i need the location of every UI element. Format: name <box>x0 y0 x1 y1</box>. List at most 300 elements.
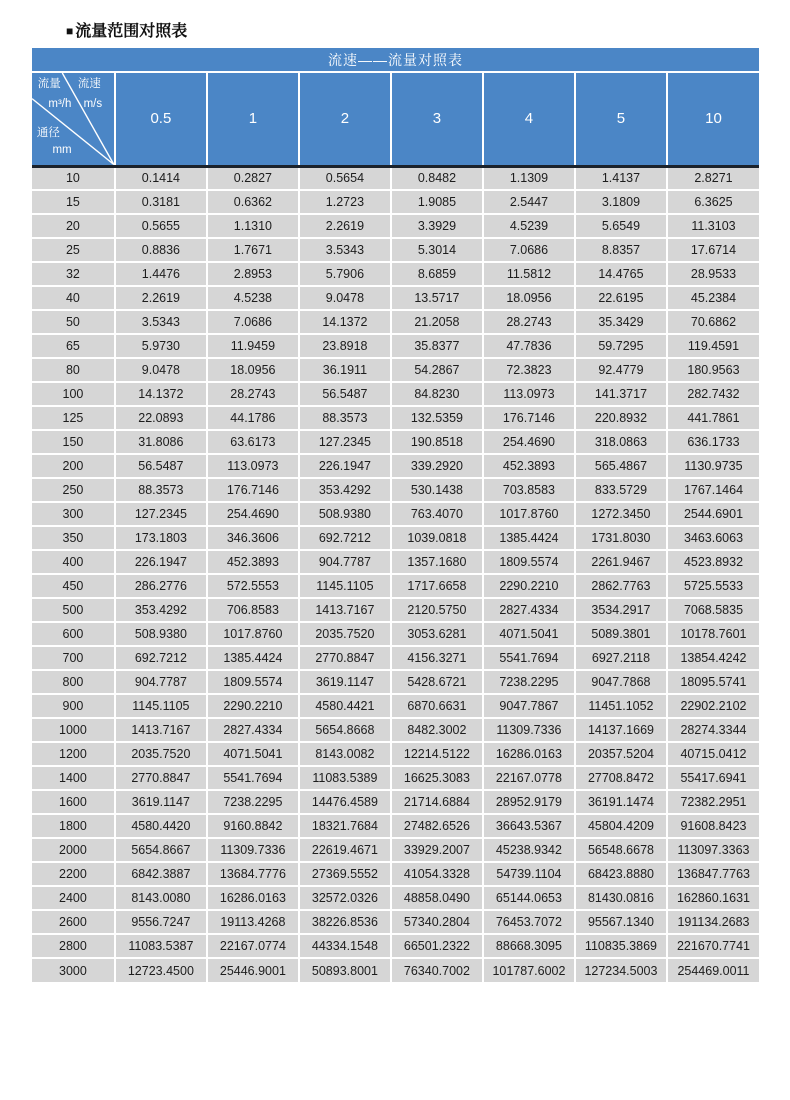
flow-value-cell: 92.4779 <box>575 358 667 382</box>
flow-value-cell: 3053.6281 <box>391 622 483 646</box>
flow-value-cell: 5654.8668 <box>299 718 391 742</box>
table-title: 流速——流量对照表 <box>32 48 759 72</box>
flow-table-wrap <box>32 48 759 982</box>
flow-value-cell: 1767.1464 <box>667 478 759 502</box>
flow-value-cell: 5725.5533 <box>667 574 759 598</box>
flow-value-cell: 44334.1548 <box>299 934 391 958</box>
flow-value-cell: 68423.8880 <box>575 862 667 886</box>
flow-value-cell: 84.8230 <box>391 382 483 406</box>
flow-value-cell: 11083.5389 <box>299 766 391 790</box>
flow-value-cell: 318.0863 <box>575 430 667 454</box>
flow-value-cell: 28.2743 <box>483 310 575 334</box>
flow-value-cell: 56.5487 <box>299 382 391 406</box>
table-row-dn-250 <box>32 478 759 502</box>
flow-value-cell: 25446.9001 <box>207 958 299 982</box>
flow-value-cell: 5541.7694 <box>207 766 299 790</box>
flow-value-cell: 7238.2295 <box>483 670 575 694</box>
flow-value-cell: 11.3103 <box>667 214 759 238</box>
flow-value-cell: 286.2776 <box>115 574 207 598</box>
flow-value-cell: 14.1372 <box>299 310 391 334</box>
flow-value-cell: 2827.4334 <box>483 598 575 622</box>
velocity-header-2: 2 <box>299 72 391 166</box>
flow-value-cell: 110835.3869 <box>575 934 667 958</box>
flow-value-cell: 1385.4424 <box>207 646 299 670</box>
flow-value-cell: 339.2920 <box>391 454 483 478</box>
flow-value-cell: 2.8271 <box>667 166 759 190</box>
flow-value-cell: 36643.5367 <box>483 814 575 838</box>
table-row-dn-2000 <box>32 838 759 862</box>
flow-value-cell: 20357.5204 <box>575 742 667 766</box>
square-bullet-icon: ■ <box>66 23 74 38</box>
table-title-row <box>32 48 759 72</box>
flow-value-cell: 7238.2295 <box>207 790 299 814</box>
flow-value-cell: 132.5359 <box>391 406 483 430</box>
corner-flow-unit: m³/h <box>48 97 72 110</box>
flow-value-cell: 1809.5574 <box>207 670 299 694</box>
flow-value-cell: 176.7146 <box>207 478 299 502</box>
flow-value-cell: 16625.3083 <box>391 766 483 790</box>
flow-value-cell: 3534.2917 <box>575 598 667 622</box>
table-row-dn-2800 <box>32 934 759 958</box>
flow-value-cell: 180.9563 <box>667 358 759 382</box>
flow-value-cell: 7068.5835 <box>667 598 759 622</box>
diameter-cell: 10 <box>32 166 115 190</box>
flow-value-cell: 27708.8472 <box>575 766 667 790</box>
table-row-dn-500 <box>32 598 759 622</box>
table-row-dn-125 <box>32 406 759 430</box>
flow-value-cell: 8.8357 <box>575 238 667 262</box>
corner-header-cell <box>32 72 115 166</box>
flow-value-cell: 9556.7247 <box>115 910 207 934</box>
flow-value-cell: 4.5239 <box>483 214 575 238</box>
flow-value-cell: 9.0478 <box>115 358 207 382</box>
flow-value-cell: 22.0893 <box>115 406 207 430</box>
flow-value-cell: 191134.2683 <box>667 910 759 934</box>
flow-value-cell: 2261.9467 <box>575 550 667 574</box>
flow-value-cell: 452.3893 <box>483 454 575 478</box>
table-row-dn-2600 <box>32 910 759 934</box>
flow-value-cell: 2770.8847 <box>115 766 207 790</box>
table-row-dn-40 <box>32 286 759 310</box>
flow-value-cell: 176.7146 <box>483 406 575 430</box>
diameter-cell: 500 <box>32 598 115 622</box>
table-row-dn-200 <box>32 454 759 478</box>
flow-value-cell: 254.4690 <box>483 430 575 454</box>
flow-value-cell: 3.1809 <box>575 190 667 214</box>
flow-value-cell: 1413.7167 <box>299 598 391 622</box>
diameter-cell: 2000 <box>32 838 115 862</box>
flow-value-cell: 221670.7741 <box>667 934 759 958</box>
table-row-dn-65 <box>32 334 759 358</box>
flow-value-cell: 692.7212 <box>115 646 207 670</box>
flow-value-cell: 45238.9342 <box>483 838 575 862</box>
flow-value-cell: 8143.0080 <box>115 886 207 910</box>
flow-value-cell: 101787.6002 <box>483 958 575 982</box>
flow-value-cell: 0.3181 <box>115 190 207 214</box>
diameter-cell: 900 <box>32 694 115 718</box>
flow-value-cell: 8482.3002 <box>391 718 483 742</box>
corner-diameter-label: 通径 <box>36 126 60 139</box>
flow-value-cell: 1717.6658 <box>391 574 483 598</box>
diameter-cell: 400 <box>32 550 115 574</box>
flow-value-cell: 27482.6526 <box>391 814 483 838</box>
flow-value-cell: 127234.5003 <box>575 958 667 982</box>
flow-value-cell: 16286.0163 <box>207 886 299 910</box>
flow-value-cell: 530.1438 <box>391 478 483 502</box>
flow-value-cell: 508.9380 <box>115 622 207 646</box>
diameter-cell: 1600 <box>32 790 115 814</box>
flow-value-cell: 1.4476 <box>115 262 207 286</box>
flow-value-cell: 353.4292 <box>115 598 207 622</box>
flow-value-cell: 63.6173 <box>207 430 299 454</box>
flow-value-cell: 1385.4424 <box>483 526 575 550</box>
flow-value-cell: 6.3625 <box>667 190 759 214</box>
flow-value-cell: 56.5487 <box>115 454 207 478</box>
flow-rate-table <box>32 48 759 982</box>
flow-value-cell: 692.7212 <box>299 526 391 550</box>
flow-value-cell: 76340.7002 <box>391 958 483 982</box>
flow-value-cell: 2290.2210 <box>483 574 575 598</box>
flow-value-cell: 18095.5741 <box>667 670 759 694</box>
table-row-dn-1200 <box>32 742 759 766</box>
flow-value-cell: 1.2723 <box>299 190 391 214</box>
flow-value-cell: 2290.2210 <box>207 694 299 718</box>
flow-value-cell: 47.7836 <box>483 334 575 358</box>
velocity-header-0.5: 0.5 <box>115 72 207 166</box>
flow-value-cell: 2544.6901 <box>667 502 759 526</box>
page-title-text: 流量范围对照表 <box>75 23 188 40</box>
page-title <box>66 18 187 41</box>
flow-value-cell: 6870.6631 <box>391 694 483 718</box>
flow-value-cell: 91608.8423 <box>667 814 759 838</box>
velocity-header-5: 5 <box>575 72 667 166</box>
flow-value-cell: 0.1414 <box>115 166 207 190</box>
flow-value-cell: 6927.2118 <box>575 646 667 670</box>
flow-value-cell: 3463.6063 <box>667 526 759 550</box>
corner-flow-label: 流量 <box>37 78 61 91</box>
diameter-cell: 150 <box>32 430 115 454</box>
flow-value-cell: 81430.0816 <box>575 886 667 910</box>
flow-value-cell: 28952.9179 <box>483 790 575 814</box>
flow-value-cell: 5541.7694 <box>483 646 575 670</box>
flow-value-cell: 9.0478 <box>299 286 391 310</box>
flow-value-cell: 1039.0818 <box>391 526 483 550</box>
flow-value-cell: 7.0686 <box>483 238 575 262</box>
flow-value-cell: 1.4137 <box>575 166 667 190</box>
table-row-dn-450 <box>32 574 759 598</box>
diameter-cell: 2400 <box>32 886 115 910</box>
diameter-cell: 1400 <box>32 766 115 790</box>
table-row-dn-1400 <box>32 766 759 790</box>
flow-value-cell: 6842.3887 <box>115 862 207 886</box>
diameter-cell: 1200 <box>32 742 115 766</box>
table-row-dn-400 <box>32 550 759 574</box>
flow-value-cell: 35.3429 <box>575 310 667 334</box>
flow-value-cell: 254.4690 <box>207 502 299 526</box>
flow-value-cell: 88.3573 <box>299 406 391 430</box>
table-row-dn-350 <box>32 526 759 550</box>
flow-value-cell: 14.1372 <box>115 382 207 406</box>
flow-value-cell: 4523.8932 <box>667 550 759 574</box>
table-row-dn-80 <box>32 358 759 382</box>
flow-value-cell: 21714.6884 <box>391 790 483 814</box>
flow-value-cell: 706.8583 <box>207 598 299 622</box>
flow-value-cell: 12723.4500 <box>115 958 207 982</box>
flow-value-cell: 1731.8030 <box>575 526 667 550</box>
flow-value-cell: 1809.5574 <box>483 550 575 574</box>
flow-value-cell: 54739.1104 <box>483 862 575 886</box>
flow-value-cell: 1130.9735 <box>667 454 759 478</box>
flow-value-cell: 3.5343 <box>299 238 391 262</box>
flow-value-cell: 16286.0163 <box>483 742 575 766</box>
flow-value-cell: 11.9459 <box>207 334 299 358</box>
flow-value-cell: 36.1911 <box>299 358 391 382</box>
flow-value-cell: 2035.7520 <box>299 622 391 646</box>
flow-value-cell: 0.2827 <box>207 166 299 190</box>
flow-value-cell: 56548.6678 <box>575 838 667 862</box>
table-row-dn-2200 <box>32 862 759 886</box>
flow-value-cell: 1357.1680 <box>391 550 483 574</box>
flow-value-cell: 10178.7601 <box>667 622 759 646</box>
flow-value-cell: 5428.6721 <box>391 670 483 694</box>
flow-value-cell: 88668.3095 <box>483 934 575 958</box>
flow-value-cell: 113097.3363 <box>667 838 759 862</box>
diameter-cell: 25 <box>32 238 115 262</box>
table-row-dn-800 <box>32 670 759 694</box>
flow-value-cell: 22619.4671 <box>299 838 391 862</box>
flow-value-cell: 3.5343 <box>115 310 207 334</box>
flow-value-cell: 12214.5122 <box>391 742 483 766</box>
flow-value-cell: 119.4591 <box>667 334 759 358</box>
flow-value-cell: 76453.7072 <box>483 910 575 934</box>
flow-value-cell: 95567.1340 <box>575 910 667 934</box>
flow-value-cell: 22167.0778 <box>483 766 575 790</box>
flow-value-cell: 226.1947 <box>299 454 391 478</box>
flow-value-cell: 23.8918 <box>299 334 391 358</box>
flow-value-cell: 2862.7763 <box>575 574 667 598</box>
flow-value-cell: 18.0956 <box>207 358 299 382</box>
table-row-dn-1600 <box>32 790 759 814</box>
flow-value-cell: 703.8583 <box>483 478 575 502</box>
flow-value-cell: 508.9380 <box>299 502 391 526</box>
flow-value-cell: 0.5655 <box>115 214 207 238</box>
velocity-header-10: 10 <box>667 72 759 166</box>
flow-value-cell: 0.5654 <box>299 166 391 190</box>
diameter-cell: 65 <box>32 334 115 358</box>
flow-value-cell: 2770.8847 <box>299 646 391 670</box>
diameter-cell: 450 <box>32 574 115 598</box>
table-row-dn-32 <box>32 262 759 286</box>
table-row-dn-150 <box>32 430 759 454</box>
flow-value-cell: 1.9085 <box>391 190 483 214</box>
flow-value-cell: 17.6714 <box>667 238 759 262</box>
velocity-header-1: 1 <box>207 72 299 166</box>
table-row-dn-25 <box>32 238 759 262</box>
flow-value-cell: 13854.4242 <box>667 646 759 670</box>
table-header-row <box>32 72 759 166</box>
diameter-cell: 200 <box>32 454 115 478</box>
flow-value-cell: 7.0686 <box>207 310 299 334</box>
flow-value-cell: 11.5812 <box>483 262 575 286</box>
flow-value-cell: 1145.1105 <box>299 574 391 598</box>
flow-value-cell: 220.8932 <box>575 406 667 430</box>
diameter-cell: 2600 <box>32 910 115 934</box>
flow-value-cell: 3619.1147 <box>115 790 207 814</box>
flow-value-cell: 14137.1669 <box>575 718 667 742</box>
flow-value-cell: 4156.3271 <box>391 646 483 670</box>
flow-value-cell: 3.3929 <box>391 214 483 238</box>
table-row-dn-1000 <box>32 718 759 742</box>
flow-value-cell: 66501.2322 <box>391 934 483 958</box>
flow-value-cell: 72382.2951 <box>667 790 759 814</box>
table-row-dn-700 <box>32 646 759 670</box>
diameter-cell: 1800 <box>32 814 115 838</box>
flow-value-cell: 173.1803 <box>115 526 207 550</box>
flow-value-cell: 2.5447 <box>483 190 575 214</box>
flow-value-cell: 441.7861 <box>667 406 759 430</box>
table-row-dn-100 <box>32 382 759 406</box>
flow-value-cell: 4580.4421 <box>299 694 391 718</box>
table-row-dn-1800 <box>32 814 759 838</box>
flow-value-cell: 1.1310 <box>207 214 299 238</box>
flow-value-cell: 5654.8667 <box>115 838 207 862</box>
flow-value-cell: 88.3573 <box>115 478 207 502</box>
diameter-cell: 32 <box>32 262 115 286</box>
diameter-cell: 80 <box>32 358 115 382</box>
flow-value-cell: 4071.5041 <box>207 742 299 766</box>
flow-value-cell: 14476.4589 <box>299 790 391 814</box>
flow-value-cell: 2120.5750 <box>391 598 483 622</box>
table-row-dn-2400 <box>32 886 759 910</box>
flow-value-cell: 1413.7167 <box>115 718 207 742</box>
flow-value-cell: 32572.0326 <box>299 886 391 910</box>
flow-value-cell: 50893.8001 <box>299 958 391 982</box>
velocity-header-3: 3 <box>391 72 483 166</box>
flow-value-cell: 35.8377 <box>391 334 483 358</box>
flow-value-cell: 59.7295 <box>575 334 667 358</box>
flow-value-cell: 28274.3344 <box>667 718 759 742</box>
flow-value-cell: 636.1733 <box>667 430 759 454</box>
flow-value-cell: 21.2058 <box>391 310 483 334</box>
flow-value-cell: 113.0973 <box>483 382 575 406</box>
diameter-cell: 600 <box>32 622 115 646</box>
flow-value-cell: 346.3606 <box>207 526 299 550</box>
flow-value-cell: 45.2384 <box>667 286 759 310</box>
flow-value-cell: 1017.8760 <box>483 502 575 526</box>
flow-value-cell: 565.4867 <box>575 454 667 478</box>
diameter-cell: 50 <box>32 310 115 334</box>
corner-velocity-label: 流速 <box>77 78 101 91</box>
flow-value-cell: 3619.1147 <box>299 670 391 694</box>
flow-value-cell: 72.3823 <box>483 358 575 382</box>
flow-value-cell: 2035.7520 <box>115 742 207 766</box>
flow-value-cell: 5.7906 <box>299 262 391 286</box>
flow-value-cell: 31.8086 <box>115 430 207 454</box>
flow-value-cell: 5.6549 <box>575 214 667 238</box>
flow-value-cell: 5.9730 <box>115 334 207 358</box>
flow-value-cell: 127.2345 <box>299 430 391 454</box>
flow-value-cell: 127.2345 <box>115 502 207 526</box>
flow-value-cell: 11309.7336 <box>483 718 575 742</box>
table-body <box>32 166 759 982</box>
flow-value-cell: 2827.4334 <box>207 718 299 742</box>
flow-value-cell: 13.5717 <box>391 286 483 310</box>
flow-value-cell: 4071.5041 <box>483 622 575 646</box>
flow-value-cell: 18.0956 <box>483 286 575 310</box>
flow-value-cell: 40715.0412 <box>667 742 759 766</box>
flow-value-cell: 141.3717 <box>575 382 667 406</box>
flow-value-cell: 11083.5387 <box>115 934 207 958</box>
table-row-dn-900 <box>32 694 759 718</box>
table-row-dn-300 <box>32 502 759 526</box>
diameter-cell: 3000 <box>32 958 115 982</box>
diameter-cell: 1000 <box>32 718 115 742</box>
flow-value-cell: 1.1309 <box>483 166 575 190</box>
flow-value-cell: 11451.1052 <box>575 694 667 718</box>
flow-value-cell: 28.2743 <box>207 382 299 406</box>
flow-value-cell: 282.7432 <box>667 382 759 406</box>
flow-value-cell: 0.8836 <box>115 238 207 262</box>
corner-diameter-unit: mm <box>52 144 72 157</box>
flow-value-cell: 254469.0011 <box>667 958 759 982</box>
flow-value-cell: 162860.1631 <box>667 886 759 910</box>
flow-value-cell: 22902.2102 <box>667 694 759 718</box>
diameter-cell: 2800 <box>32 934 115 958</box>
velocity-header-4: 4 <box>483 72 575 166</box>
flow-value-cell: 57340.2804 <box>391 910 483 934</box>
flow-value-cell: 136847.7763 <box>667 862 759 886</box>
diameter-cell: 700 <box>32 646 115 670</box>
flow-value-cell: 38226.8536 <box>299 910 391 934</box>
flow-value-cell: 41054.3328 <box>391 862 483 886</box>
diameter-cell: 40 <box>32 286 115 310</box>
flow-value-cell: 353.4292 <box>299 478 391 502</box>
flow-value-cell: 226.1947 <box>115 550 207 574</box>
flow-value-cell: 28.9533 <box>667 262 759 286</box>
flow-value-cell: 11309.7336 <box>207 838 299 862</box>
flow-value-cell: 70.6862 <box>667 310 759 334</box>
flow-value-cell: 33929.2007 <box>391 838 483 862</box>
table-row-dn-3000 <box>32 958 759 982</box>
diameter-cell: 2200 <box>32 862 115 886</box>
flow-value-cell: 55417.6941 <box>667 766 759 790</box>
flow-value-cell: 27369.5552 <box>299 862 391 886</box>
flow-value-cell: 0.8482 <box>391 166 483 190</box>
flow-value-cell: 1272.3450 <box>575 502 667 526</box>
diameter-cell: 15 <box>32 190 115 214</box>
flow-value-cell: 54.2867 <box>391 358 483 382</box>
flow-value-cell: 22167.0774 <box>207 934 299 958</box>
diameter-cell: 300 <box>32 502 115 526</box>
flow-value-cell: 1017.8760 <box>207 622 299 646</box>
table-row-dn-10 <box>32 166 759 190</box>
flow-value-cell: 9047.7867 <box>483 694 575 718</box>
flow-value-cell: 9047.7868 <box>575 670 667 694</box>
table-row-dn-50 <box>32 310 759 334</box>
flow-value-cell: 5.3014 <box>391 238 483 262</box>
diameter-cell: 125 <box>32 406 115 430</box>
flow-value-cell: 4580.4420 <box>115 814 207 838</box>
flow-value-cell: 8.6859 <box>391 262 483 286</box>
flow-value-cell: 48858.0490 <box>391 886 483 910</box>
flow-value-cell: 1145.1105 <box>115 694 207 718</box>
flow-value-cell: 2.2619 <box>115 286 207 310</box>
flow-value-cell: 65144.0653 <box>483 886 575 910</box>
flow-value-cell: 833.5729 <box>575 478 667 502</box>
diameter-cell: 250 <box>32 478 115 502</box>
flow-value-cell: 1.7671 <box>207 238 299 262</box>
table-row-dn-15 <box>32 190 759 214</box>
